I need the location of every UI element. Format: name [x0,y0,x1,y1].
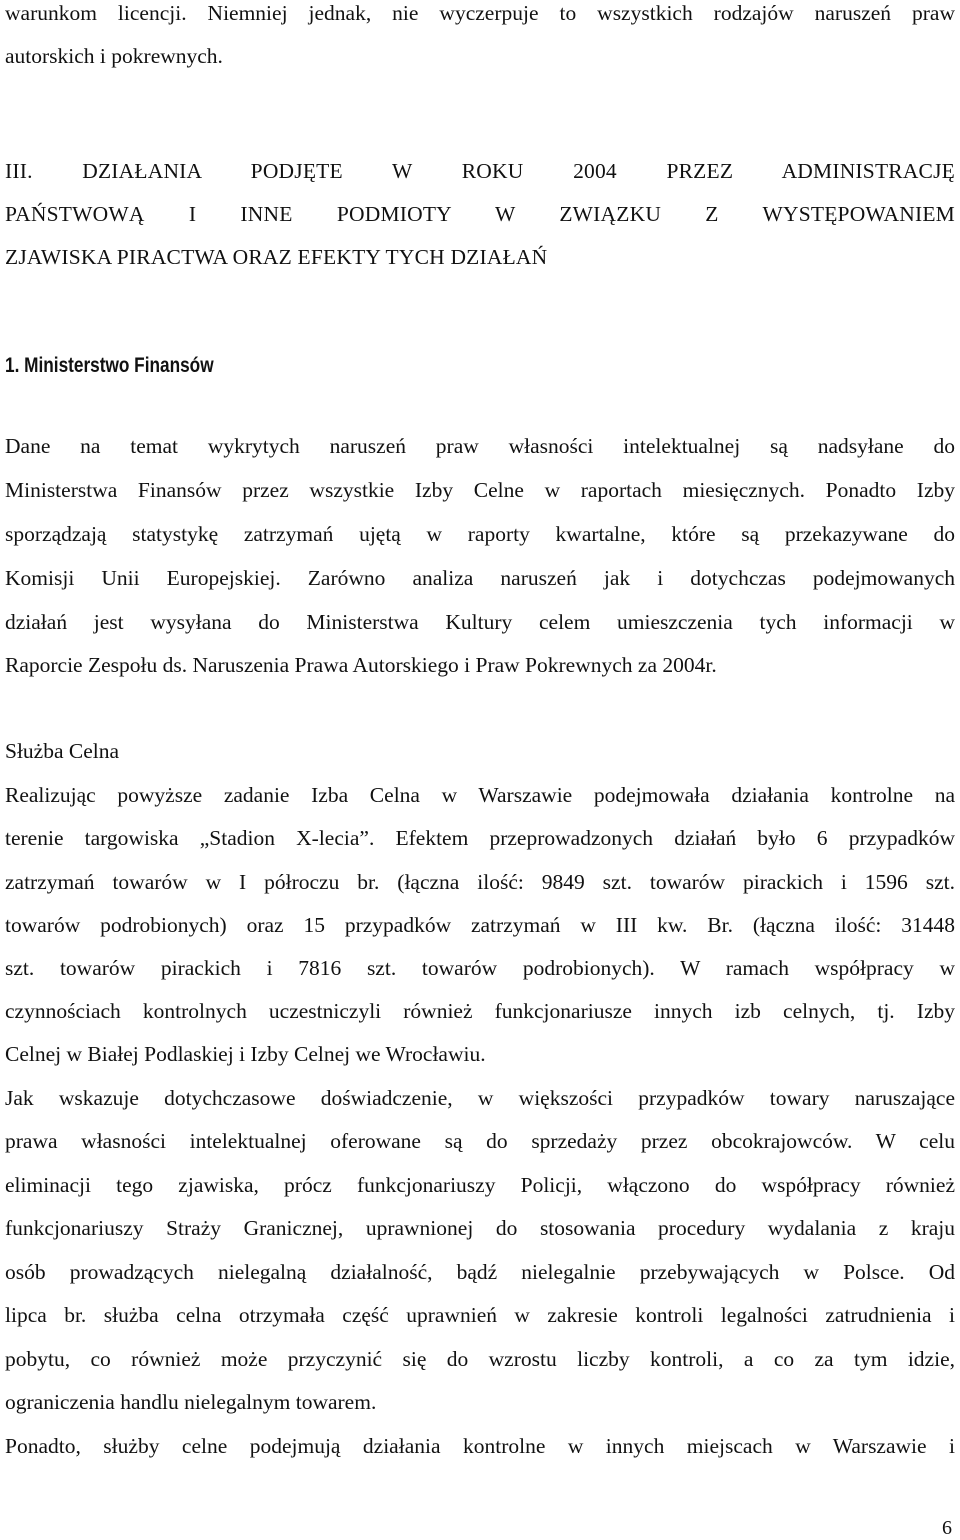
section-heading: 1. Ministerstwo Finansów [5,354,214,377]
paragraph-1-line-5: działań jest wysyłana do Ministerstwa Kultury celem umieszczenia tych informacji w [5,610,955,634]
chapter-heading-line-1: III. DZIAŁANIA PODJĘTE W ROKU 2004 PRZEZ ADMINISTRACJĘ [5,159,955,183]
paragraph-3-line-3: eliminacji tego zjawiska, prócz funkcjonariuszy Policji, włączono do współpracy również [5,1173,955,1197]
paragraph-3-line-5: osób prowadzących nielegalną działalność, bądź nielegalnie przebywających w Polsce. Od [5,1260,955,1284]
chapter-heading-line-3: ZJAWISKA PIRACTWA ORAZ EFEKTY TYCH DZIAŁAŃ [5,245,548,269]
intro-line-2: autorskich i pokrewnych. [5,44,223,68]
paragraph-1-line-1: Dane na temat wykrytych naruszeń praw własności intelektualnej są nadsyłane do [5,434,955,458]
page-number: 6 [942,1517,952,1539]
paragraph-2-line-3: zatrzymań towarów w I półroczu br. (łączna ilość: 9849 szt. towarów pirackich i 1596 szt. [5,870,955,894]
paragraph-2-line-6: czynnościach kontrolnych uczestniczyli również funkcjonariusze innych izb celnych, tj. Izby [5,999,955,1023]
paragraph-2-line-4: towarów podrobionych) oraz 15 przypadków zatrzymań w III kw. Br. (łączna ilość: 31448 [5,913,955,937]
paragraph-3-line-2: prawa własności intelektualnej oferowane są do sprzedaży przez obcokrajowców. W celu [5,1129,955,1153]
paragraph-3-line-7: pobytu, co również może przyczynić się do wzrostu liczby kontroli, a co za tym idzie, [5,1347,955,1371]
paragraph-2-line-1: Realizując powyższe zadanie Izba Celna w Warszawie podejmowała działania kontrolne na [5,783,955,807]
paragraph-3-line-6: lipca br. służba celna otrzymała część uprawnień w zakresie kontroli legalności zatrudnienia i [5,1303,955,1327]
paragraph-3-line-8: ograniczenia handlu nielegalnym towarem. [5,1390,377,1414]
paragraph-1-line-3: sporządzają statystykę zatrzymań ujętą w raporty kwartalne, które są przekazywane do [5,522,955,546]
paragraph-1-line-2: Ministerstwa Finansów przez wszystkie Izby Celne w raportach miesięcznych. Ponadto Izby [5,478,955,502]
paragraph-3-line-1: Jak wskazuje dotychczasowe doświadczenie, w większości przypadków towary naruszające [5,1086,955,1110]
intro-line-1: warunkom licencji. Niemniej jednak, nie wyczerpuje to wszystkich rodzajów naruszeń praw [5,1,955,25]
chapter-heading-line-2: PAŃSTWOWĄ I INNE PODMIOTY W ZWIĄZKU Z WYSTĘPOWANIEM [5,202,955,226]
paragraph-3-line-4: funkcjonariuszy Straży Granicznej, uprawnionej do stosowania procedury wydalania z kraju [5,1216,955,1240]
paragraph-1-line-4: Komisji Unii Europejskiej. Zarówno analiza naruszeń jak i dotychczas podejmowanych [5,566,955,590]
paragraph-4-line-1: Ponadto, służby celne podejmują działania kontrolne w innych miejscach w Warszawie i [5,1434,955,1458]
paragraph-2-line-2: terenie targowiska „Stadion X-lecia”. Efektem przeprowadzonych działań było 6 przypadków [5,826,955,850]
paragraph-1-line-6: Raporcie Zespołu ds. Naruszenia Prawa Autorskiego i Praw Pokrewnych za 2004r. [5,653,717,677]
paragraph-2-line-5: szt. towarów pirackich i 7816 szt. towarów podrobionych). W ramach współpracy w [5,956,955,980]
subheading-customs-service: Służba Celna [5,739,120,763]
paragraph-2-line-7: Celnej w Białej Podlaskiej i Izby Celnej we Wrocławiu. [5,1042,486,1066]
